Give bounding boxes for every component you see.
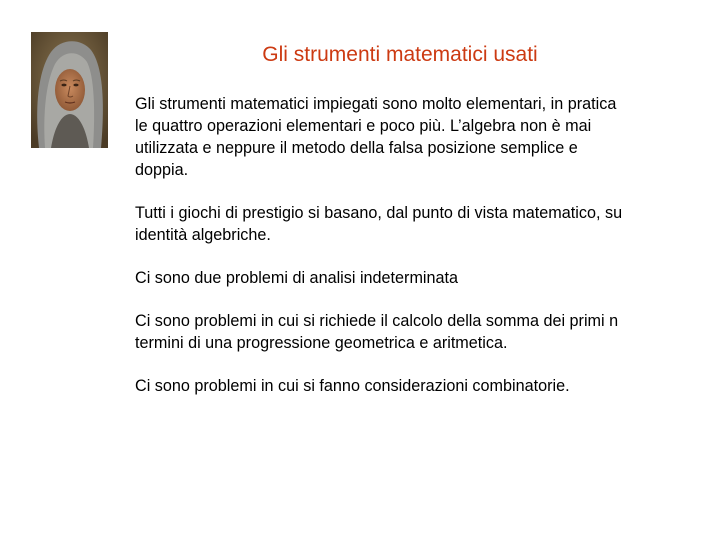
paragraph-magic-tricks <box>135 202 695 246</box>
paragraph-indeterminate-analysis <box>135 267 695 289</box>
text-line: Tutti i giochi di prestigio si basano, dal punto di vista matematico, su <box>135 204 623 222</box>
slide-body <box>135 93 695 418</box>
text-line: Ci sono due problemi di analisi indeterminata <box>135 269 459 287</box>
text-line: utilizzata e neppure il metodo della falsa posizione semplice e <box>135 139 578 157</box>
text-line: Gli strumenti matematici impiegati sono molto elementari, in pratica <box>135 95 617 113</box>
paragraph-tools <box>135 93 695 181</box>
portrait-image <box>31 32 108 148</box>
text-line: termini di una progressione geometrica e aritmetica. <box>135 334 508 352</box>
paragraph-combinatorics <box>135 375 695 397</box>
text-line: le quattro operazioni elementari e poco più. L’algebra non è mai <box>135 117 592 135</box>
portrait-figure <box>31 32 108 148</box>
text-line: Ci sono problemi in cui si fanno considerazioni combinatorie. <box>135 377 570 395</box>
text-line: identità algebriche. <box>135 226 271 244</box>
text-line: doppia. <box>135 161 189 179</box>
paragraph-progressions <box>135 310 695 354</box>
slide-title: Gli strumenti matematici usati <box>262 43 538 66</box>
text-line: Ci sono problemi in cui si richiede il calcolo della somma dei primi n <box>135 312 619 330</box>
